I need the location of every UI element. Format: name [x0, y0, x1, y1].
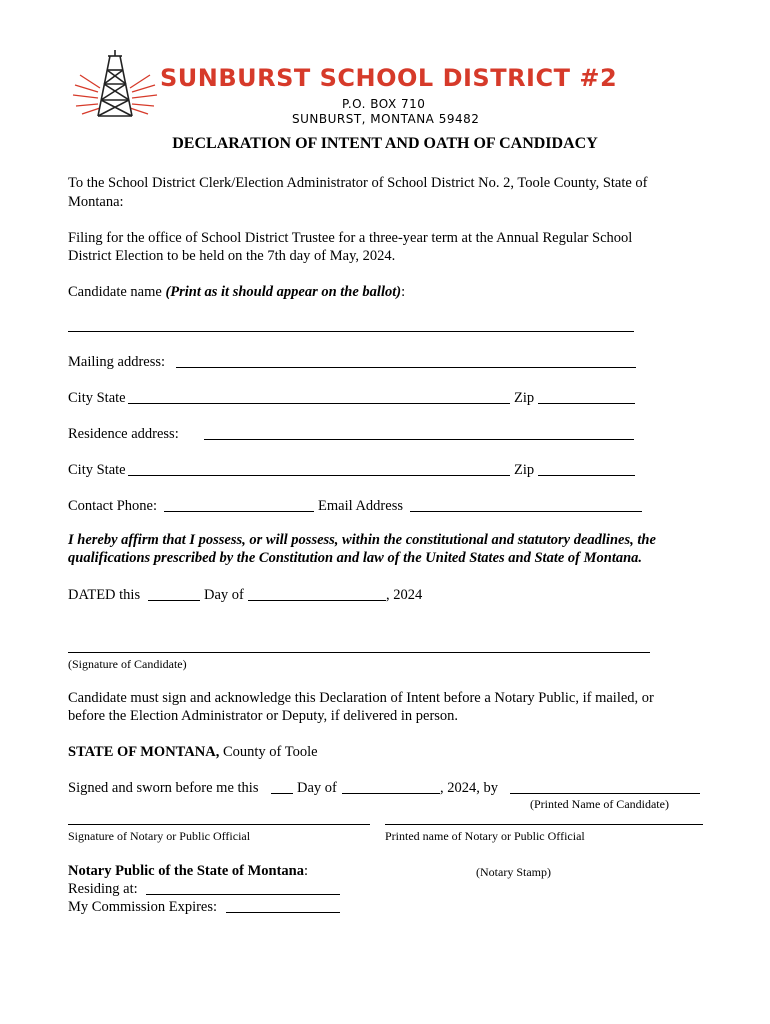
notary-signature-caption: Signature of Notary or Public Official: [68, 829, 251, 843]
district-po-box: P.O. BOX 710: [342, 97, 426, 111]
notary-printed-name-field[interactable]: [385, 824, 703, 825]
candidate-signature-caption: (Signature of Candidate): [68, 657, 187, 671]
sworn-day-of: Day of: [297, 780, 337, 796]
zip-label-1: Zip: [514, 390, 535, 406]
notary-title-row: [68, 862, 308, 881]
candidate-name-field[interactable]: [68, 331, 634, 332]
candidate-name-label-row: [68, 283, 405, 302]
intro-line-2: Montana:: [68, 194, 124, 210]
residing-at-label: Residing at:: [68, 881, 138, 897]
zip-label-2: Zip: [514, 462, 535, 478]
sworn-year-by: , 2024, by: [440, 780, 498, 796]
affirmation-line-2: qualifications prescribed by the Constitution and law of the United States and State of Montana.: [68, 550, 643, 566]
dated-day-of: Day of: [204, 587, 244, 603]
sworn-prefix: Signed and sworn before me this: [68, 780, 259, 796]
filing-line-1: Filing for the office of School District Trustee for a three-year term at the Annual Regular School: [68, 230, 633, 246]
mailing-address-label: Mailing address:: [68, 354, 166, 370]
dated-prefix: DATED this: [68, 587, 141, 603]
printed-name-caption: (Printed Name of Candidate): [530, 797, 669, 811]
email-address-label: Email Address: [318, 498, 403, 514]
notary-title-colon: :: [304, 863, 309, 879]
residence-address-field[interactable]: [204, 439, 634, 440]
sworn-month-field[interactable]: [342, 793, 440, 794]
mailing-address-field[interactable]: [176, 367, 636, 368]
city-state-field-1[interactable]: [128, 403, 510, 404]
notary-instruction-line-2: before the Election Administrator or Deputy, if delivered in person.: [68, 708, 459, 724]
intro-line-1: To the School District Clerk/Election Administrator of School District No. 2, Toole County, State of: [68, 175, 648, 191]
page-title: DECLARATION OF INTENT AND OATH OF CANDIDACY: [172, 135, 598, 152]
state-name: STATE OF MONTANA,: [68, 744, 220, 760]
city-state-label-1: City State: [68, 390, 126, 406]
commission-expires-field[interactable]: [226, 912, 340, 913]
candidate-signature-field[interactable]: [68, 652, 650, 653]
residing-at-field[interactable]: [146, 894, 340, 895]
notary-printed-name-caption: Printed name of Notary or Public Official: [385, 829, 585, 843]
email-address-field[interactable]: [410, 511, 642, 512]
state-county-line: [68, 743, 318, 762]
notary-title: Notary Public of the State of Montana: [68, 863, 305, 879]
city-state-field-2[interactable]: [128, 475, 510, 476]
residence-address-label: Residence address:: [68, 426, 179, 442]
notary-signature-field[interactable]: [68, 824, 370, 825]
sworn-candidate-name-field[interactable]: [510, 793, 700, 794]
sworn-day-field[interactable]: [271, 793, 293, 794]
dated-month-field[interactable]: [248, 600, 386, 601]
contact-phone-label: Contact Phone:: [68, 498, 158, 514]
district-name: SUNBURST SCHOOL DISTRICT #2: [160, 64, 618, 92]
notary-stamp-caption: (Notary Stamp): [476, 865, 551, 879]
candidate-name-colon: :: [401, 284, 406, 300]
candidate-name-label: Candidate name: [68, 284, 162, 300]
dated-day-field[interactable]: [148, 600, 200, 601]
district-city-line: SUNBURST, MONTANA 59482: [292, 112, 480, 126]
zip-field-2[interactable]: [538, 475, 635, 476]
contact-phone-field[interactable]: [164, 511, 314, 512]
dated-year: , 2024: [386, 587, 423, 603]
candidate-name-hint: (Print as it should appear on the ballot): [165, 284, 402, 300]
oil-derrick-icon: [70, 50, 160, 122]
affirmation-line-1: I hereby affirm that I possess, or will possess, within the constitutional and statutory deadlines, the: [68, 532, 656, 548]
city-state-label-2: City State: [68, 462, 126, 478]
zip-field-1[interactable]: [538, 403, 635, 404]
county-name: County of Toole: [219, 744, 318, 760]
district-logo: [70, 50, 160, 122]
filing-line-2: District Election to be held on the 7th day of May, 2024.: [68, 248, 396, 264]
notary-instruction-line-1: Candidate must sign and acknowledge this Declaration of Intent before a Notary Public, if mailed, or: [68, 690, 654, 706]
commission-expires-label: My Commission Expires:: [68, 899, 218, 915]
